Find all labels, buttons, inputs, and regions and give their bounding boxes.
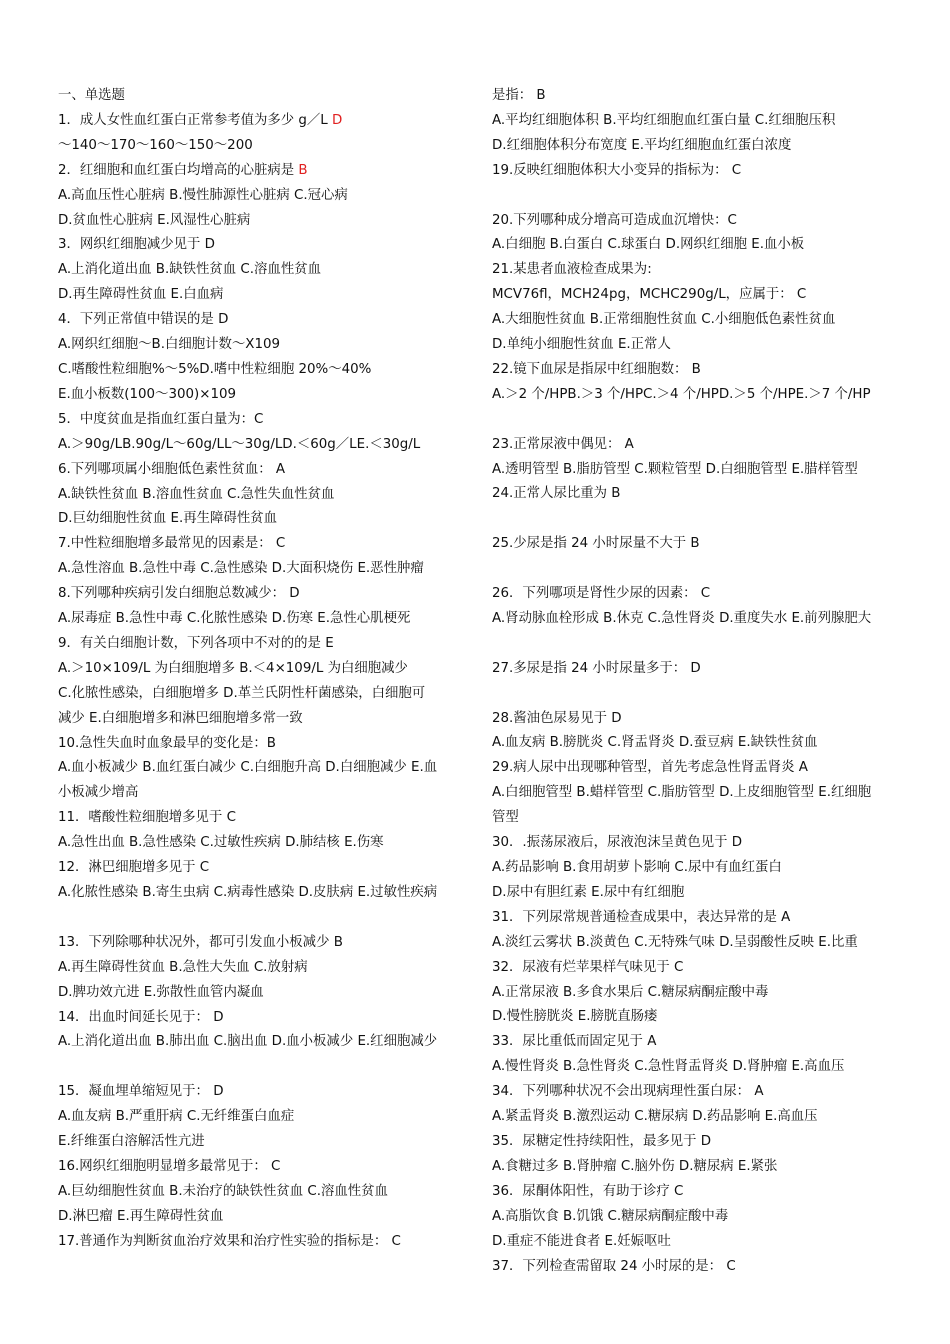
line-text: 19.反映红细胞体积大小变异的指标为： C xyxy=(492,162,742,178)
text-line xyxy=(492,1105,912,1130)
text-line xyxy=(58,1105,468,1130)
text-line xyxy=(492,134,912,159)
text-line xyxy=(492,731,912,756)
text-line xyxy=(58,906,468,931)
text-line xyxy=(492,781,912,806)
text-line xyxy=(492,458,912,483)
text-line xyxy=(58,258,468,283)
text-line xyxy=(58,209,468,234)
line-text: 17.普通作为判断贫血治疗效果和治疗性实验的指标是： C xyxy=(58,1233,401,1249)
line-text: 32．尿液有烂苹果样气味见于 C xyxy=(492,959,684,975)
line-text: A.＞10×109/L 为白细胞增多 B.＜4×109/L 为白细胞减少 xyxy=(58,660,408,676)
text-line xyxy=(58,806,468,831)
line-text: A.淡红云雾状 B.淡黄色 C.无特殊气味 D.呈弱酸性反映 E.比重 xyxy=(492,934,858,950)
text-line xyxy=(492,756,912,781)
line-text: 23.正常尿液中偶见： A xyxy=(492,436,634,452)
text-line xyxy=(58,383,468,408)
line-text: A.透明管型 B.脂肪管型 C.颗粒管型 D.白细胞管型 E.腊样管型 xyxy=(492,461,858,477)
line-text: 10.急性失血时血象最早的变化是：B xyxy=(58,735,276,751)
text-line xyxy=(492,956,912,981)
line-text: ～140～170～160～150～200 xyxy=(58,137,253,153)
text-line xyxy=(492,358,912,383)
line-text: 25.少尿是指 24 小时尿量不大于 B xyxy=(492,536,700,552)
line-text: E.血小板数(100～300)×109 xyxy=(58,386,237,402)
text-line xyxy=(58,159,468,184)
text-line xyxy=(492,84,912,109)
line-text: 一、单选题 xyxy=(58,88,125,103)
text-line xyxy=(492,1130,912,1155)
line-text: A.＞2 个/HPB.＞3 个/HPC.＞4 个/HPD.＞5 个/HPE.＞7 个/HP xyxy=(492,386,871,402)
line-text: 31．下列尿常规普通检查成果中，表达异常的是 A xyxy=(492,909,791,925)
text-line xyxy=(58,408,468,433)
text-line xyxy=(58,507,468,532)
text-line xyxy=(58,781,468,806)
line-text: D.红细胞体积分布宽度 E.平均红细胞血红蛋白浓度 xyxy=(492,137,792,153)
line-text: D.单纯小细胞性贫血 E.正常人 xyxy=(492,337,671,353)
line-text: A.急性溶血 B.急性中毒 C.急性感染 D.大面积烧伤 E.恶性肿瘤 xyxy=(58,561,424,577)
text-line xyxy=(58,856,468,881)
line-text: 是指： B xyxy=(492,88,546,103)
text-line xyxy=(492,881,912,906)
line-text: A.食糖过多 B.肾肿瘤 C.脑外伤 D.糖尿病 E.紧张 xyxy=(492,1158,778,1174)
text-line xyxy=(492,1080,912,1105)
text-line xyxy=(492,308,912,333)
line-text: 33．尿比重低而固定见于 A xyxy=(492,1034,657,1050)
line-text: C.嗜酸性粒细胞%～5%D.嗜中性粒细胞 20%～40% xyxy=(58,361,372,377)
line-text: A.白细胞 B.白蛋白 C.球蛋白 D.网织红细胞 E.血小板 xyxy=(492,237,805,253)
text-line xyxy=(58,308,468,333)
line-text: A.＞90g/LB.90g/L～60g/LL～30g/LD.＜60g／LE.＜30g/L xyxy=(58,436,421,452)
line-text: 7.中性粒细胞增多最常见的因素是： C xyxy=(58,536,286,552)
text-line xyxy=(58,881,468,906)
left-column xyxy=(58,84,468,1255)
text-line xyxy=(58,557,468,582)
text-line xyxy=(492,1155,912,1180)
line-text: MCV76fl，MCH24pg，MCHC290g/L，应属于： C xyxy=(492,287,807,303)
text-line xyxy=(492,1030,912,1055)
line-text: A.巨幼细胞性贫血 B.未治疗的缺铁性贫血 C.溶血性贫血 xyxy=(58,1183,388,1199)
line-text: 11．嗜酸性粒细胞增多见于 C xyxy=(58,810,236,826)
text-line xyxy=(58,956,468,981)
text-line xyxy=(58,1205,468,1230)
text-line xyxy=(492,333,912,358)
text-line xyxy=(58,1055,468,1080)
text-line xyxy=(492,1230,912,1255)
text-line xyxy=(492,931,912,956)
line-text: A.血友病 B.严重肝病 C.无纤维蛋白血症 xyxy=(58,1109,295,1125)
line-text: 4．下列正常值中错误的是 D xyxy=(58,312,229,328)
text-line xyxy=(492,408,912,433)
text-line xyxy=(492,856,912,881)
line-text: A.网织红细胞～B.白细胞计数～X109 xyxy=(58,337,281,353)
text-line xyxy=(58,458,468,483)
answer-key: B xyxy=(298,162,308,178)
line-text: 14．出血时间延长见于： D xyxy=(58,1009,224,1025)
line-text: 12．淋巴细胞增多见于 C xyxy=(58,860,210,876)
line-text: A.药品影响 B.食用胡萝卜影响 C.尿中有血红蛋白 xyxy=(492,860,782,875)
text-line xyxy=(492,258,912,283)
text-line xyxy=(492,582,912,607)
text-line xyxy=(492,209,912,234)
line-text: A.化脓性感染 B.寄生虫病 C.病毒性感染 D.皮肤病 E.过敏性疾病 xyxy=(58,885,438,900)
line-text: E.纤维蛋白溶解活性亢进 xyxy=(58,1134,205,1150)
text-line xyxy=(58,931,468,956)
line-text: 22.镜下血尿是指尿中红细胞数： B xyxy=(492,361,701,377)
text-line xyxy=(58,134,468,159)
line-text: A.肾动脉血栓形成 B.休克 C.急性肾炎 D.重度失水 E.前列腺肥大 xyxy=(492,610,872,626)
line-text: A.慢性肾炎 B.急性肾炎 C.急性肾盂肾炎 D.肾肿瘤 E.高血压 xyxy=(492,1059,845,1075)
answer-key: D xyxy=(332,112,343,128)
text-line xyxy=(58,582,468,607)
line-text: 34．下列哪种状况不会出现病理性蛋白尿： A xyxy=(492,1084,764,1100)
text-line xyxy=(58,184,468,209)
text-line xyxy=(58,358,468,383)
text-line xyxy=(492,1205,912,1230)
text-line xyxy=(58,632,468,657)
text-line xyxy=(492,507,912,532)
text-line xyxy=(492,184,912,209)
text-line xyxy=(492,1005,912,1030)
line-text: 9．有关白细胞计数，下列各项中不对的的是 E xyxy=(58,635,334,651)
text-line xyxy=(58,433,468,458)
text-line xyxy=(58,657,468,682)
text-line xyxy=(58,707,468,732)
line-text: A.紧盂肾炎 B.激烈运动 C.糖尿病 D.药品影响 E.高血压 xyxy=(492,1109,818,1125)
text-line xyxy=(58,84,468,109)
text-line xyxy=(492,981,912,1006)
text-line xyxy=(492,532,912,557)
text-line xyxy=(492,1255,912,1280)
text-line xyxy=(58,532,468,557)
line-text: D.再生障碍性贫血 E.白血病 xyxy=(58,287,224,303)
text-line xyxy=(492,433,912,458)
line-text: D.巨幼细胞性贫血 E.再生障碍性贫血 xyxy=(58,511,278,527)
text-line xyxy=(58,1180,468,1205)
text-line xyxy=(58,233,468,258)
text-line xyxy=(492,1180,912,1205)
right-column xyxy=(492,84,912,1279)
line-text: 24.正常人尿比重为 B xyxy=(492,486,621,502)
line-text: A.白细胞管型 B.蜡样管型 C.脂肪管型 D.上皮细胞管型 E.红细胞 xyxy=(492,785,872,801)
line-text: C.化脓性感染，白细胞增多 D.革兰氏阴性杆菌感染，白细胞可 xyxy=(58,685,426,701)
text-line xyxy=(492,632,912,657)
line-text: A.上消化道出血 B.缺铁性贫血 C.溶血性贫血 xyxy=(58,262,321,278)
text-line xyxy=(58,1030,468,1055)
text-line xyxy=(58,283,468,308)
text-line xyxy=(58,333,468,358)
line-text: D.尿中有胆红素 E.尿中有红细胞 xyxy=(492,884,685,900)
line-text: 5．中度贫血是指血红蛋白量为：C xyxy=(58,411,264,427)
line-text: 20.下列哪种成分增高可造成血沉增快：C xyxy=(492,212,737,228)
text-line xyxy=(492,283,912,308)
line-text: 36．尿酮体阳性，有助于诊疗 C xyxy=(492,1183,684,1199)
line-text: 6.下列哪项属小细胞低色素性贫血： A xyxy=(58,461,286,477)
line-text: 8.下列哪种疾病引发白细胞总数减少： D xyxy=(58,586,300,602)
line-text: A.上消化道出血 B.肺出血 C.脑出血 D.血小板减少 E.红细胞减少 xyxy=(58,1034,438,1050)
text-line xyxy=(492,906,912,931)
line-text: A.正常尿液 B.多食水果后 C.糖尿病酮症酸中毒 xyxy=(492,984,769,1000)
line-text: A.缺铁性贫血 B.溶血性贫血 C.急性失血性贫血 xyxy=(58,486,335,502)
text-line xyxy=(58,682,468,707)
line-text: 37．下列检查需留取 24 小时尿的是： C xyxy=(492,1258,736,1274)
text-line xyxy=(58,1006,468,1031)
line-text: 15．凝血埋单缩短见于： D xyxy=(58,1084,224,1100)
text-line xyxy=(58,732,468,757)
line-text: 26．下列哪项是肾性少尿的因素： C xyxy=(492,586,711,602)
line-text: 减少 E.白细胞增多和淋巴细胞增多常一致 xyxy=(58,710,303,726)
line-text: 27.多尿是指 24 小时尿量多于： D xyxy=(492,660,701,676)
line-text: D.慢性膀胱炎 E.膀胱直肠瘘 xyxy=(492,1009,658,1025)
text-line xyxy=(58,483,468,508)
line-text: D.脾功效亢进 E.弥散性血管内凝血 xyxy=(58,984,264,1000)
line-text: 30．.振荡尿液后，尿液泡沫呈黄色见于 D xyxy=(492,835,743,851)
text-line xyxy=(492,557,912,582)
text-line xyxy=(492,383,912,408)
text-line xyxy=(492,109,912,134)
line-text: D.重症不能进食者 E.妊娠呕吐 xyxy=(492,1233,671,1249)
line-text: 管型 xyxy=(492,810,519,826)
line-text: D.淋巴瘤 E.再生障碍性贫血 xyxy=(58,1208,224,1224)
line-text: 21.某患者血液检查成果为: xyxy=(492,262,652,278)
text-line xyxy=(492,233,912,258)
line-text: 2．红细胞和血红蛋白均增高的心脏病是 xyxy=(58,162,299,178)
line-text: 28.酱油色尿易见于 D xyxy=(492,710,622,726)
text-line xyxy=(58,981,468,1006)
text-line xyxy=(492,806,912,831)
line-text: A.血友病 B.膀胱炎 C.肾盂肾炎 D.蚕豆病 E.缺铁性贫血 xyxy=(492,735,818,751)
text-line xyxy=(58,109,468,134)
text-line xyxy=(492,657,912,682)
text-line xyxy=(492,707,912,732)
line-text: A.高血压性心脏病 B.慢性肺源性心脏病 C.冠心病 xyxy=(58,187,348,203)
line-text: 29.病人尿中出现哪种管型，首先考虑急性肾盂肾炎 A xyxy=(492,760,808,776)
line-text: 3．网织红细胞减少见于 D xyxy=(58,237,215,253)
text-line xyxy=(492,159,912,184)
text-line xyxy=(492,1055,912,1080)
line-text: A.血小板减少 B.血红蛋白减少 C.白细胞升高 D.白细胞减少 E.血 xyxy=(58,760,438,776)
line-text: A.急性出血 B.急性感染 C.过敏性疾病 D.肺结核 E.伤寒 xyxy=(58,835,384,851)
text-line xyxy=(492,682,912,707)
line-text: A.大细胞性贫血 B.正常细胞性贫血 C.小细胞低色素性贫血 xyxy=(492,312,836,328)
text-line xyxy=(58,1080,468,1105)
line-text: 1．成人女性血红蛋白正常参考值为多少 g／L xyxy=(58,112,333,128)
line-text: D.贫血性心脏病 E.风湿性心脏病 xyxy=(58,212,251,228)
text-line xyxy=(58,1130,468,1155)
text-line xyxy=(58,1155,468,1180)
text-line xyxy=(492,607,912,632)
line-text: 35．尿糖定性持续阳性，最多见于 D xyxy=(492,1133,712,1149)
line-text: A.高脂饮食 B.饥饿 C.糖尿病酮症酸中毒 xyxy=(492,1208,729,1224)
text-line xyxy=(492,831,912,856)
line-text: A.平均红细胞体积 B.平均红细胞血红蛋白量 C.红细胞压积 xyxy=(492,112,836,128)
line-text: 16.网织红细胞明显增多最常见于： C xyxy=(58,1158,281,1174)
line-text: A.再生障碍性贫血 B.急性大失血 C.放射病 xyxy=(58,959,308,975)
text-line xyxy=(58,607,468,632)
line-text: 13．下列除哪种状况外，都可引发血小板减少 B xyxy=(58,934,343,950)
text-line xyxy=(58,756,468,781)
text-line xyxy=(492,482,912,507)
text-line xyxy=(58,831,468,856)
text-line xyxy=(58,1230,468,1255)
line-text: 小板减少增高 xyxy=(58,785,139,801)
line-text: A.尿毒症 B.急性中毒 C.化脓性感染 D.伤寒 E.急性心肌梗死 xyxy=(58,611,411,627)
